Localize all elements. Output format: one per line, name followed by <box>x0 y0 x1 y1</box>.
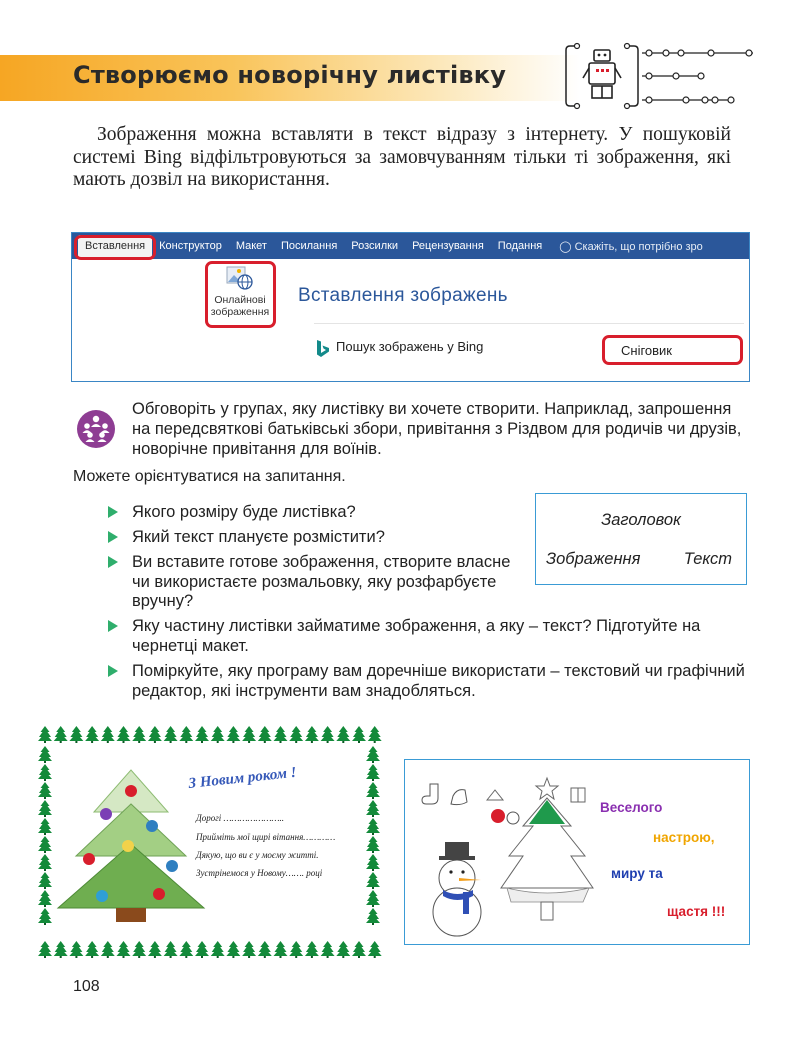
new-year-card-2 <box>404 759 750 945</box>
list-item: Яку частину листівки займатиме зображення, а яку – текст? Підготуйте на чернетці макет. <box>108 617 718 656</box>
layout-text-label: Текст <box>683 550 732 568</box>
bullet-arrow-icon <box>108 556 118 568</box>
bing-icon <box>316 339 330 359</box>
tab-layout[interactable]: Макет <box>235 240 267 252</box>
page-title: Створюємо новорічну листівку <box>73 61 507 89</box>
list-item: Якого розміру буде листівка? <box>108 503 508 523</box>
tell-me-box[interactable] <box>549 240 703 253</box>
tab-mailings[interactable]: Розсилки <box>351 240 399 252</box>
tab-view[interactable]: Подання <box>497 240 543 252</box>
tab-insert[interactable]: Вставлення <box>78 235 152 257</box>
dialog-divider <box>314 323 744 324</box>
bullet-arrow-icon <box>108 665 118 677</box>
online-pictures-label-1: Онлайнові <box>214 294 266 306</box>
layout-title-label: Заголовок <box>601 511 681 529</box>
card1-line: Дякую, що ви є у моєму житті. <box>196 850 319 860</box>
bing-search-label: Пошук зображень у Bing <box>336 339 484 354</box>
card1-line: Дорогі ………………….. <box>196 813 285 823</box>
page-number: 108 <box>73 978 100 995</box>
card1-line: Прийміть мої щирі вітання………… <box>196 832 336 842</box>
tab-references[interactable]: Посилання <box>280 240 338 252</box>
ribbon-tab-bar <box>72 233 749 259</box>
group-work-icon <box>76 409 116 449</box>
word-ribbon-screenshot <box>71 232 750 382</box>
list-item: Поміркуйте, яку програму вам доречніше використати – текстовий чи графічний редактор, які інструменти вам знадобляться. <box>108 662 748 701</box>
layout-image-label: Зображення <box>546 550 641 568</box>
insert-tab-highlight <box>74 235 156 260</box>
card1-greeting: З Новим роком ! <box>187 764 298 792</box>
online-pictures-highlight <box>205 261 276 328</box>
bullet-arrow-icon <box>108 531 118 543</box>
card2-word: Веселого <box>600 800 663 815</box>
list-item: Ви вставите готове зображення, створите власне чи використаєте розмальовку, яку розфарбуєте вручну? <box>108 553 516 612</box>
card2-word: миру та <box>611 866 663 881</box>
robot-icon <box>563 40 758 112</box>
list-item: Який текст плануєте розмістити? <box>108 528 508 548</box>
insert-pictures-title: Вставлення зображень <box>298 285 508 306</box>
bullet-arrow-icon <box>108 620 118 632</box>
tell-me-text: Скажіть, що потрібно зро <box>574 240 703 253</box>
card1-line: Зустрінемося у Новому……. році <box>196 868 323 878</box>
bing-search-input[interactable]: Сніговик <box>602 335 743 365</box>
new-year-card-1 <box>36 724 382 960</box>
intro-paragraph: Зображення можна вставляти в текст відразу з інтернету. У пошуковій системі Bing відфільтровуються за замовчуванням тільки ті зображення, які мають дозвіл на використання. <box>73 124 731 190</box>
lightbulb-icon: ◯ <box>559 240 572 253</box>
orientation-text: Можете орієнтуватися на запитання. <box>73 468 346 485</box>
card2-word: настрою, <box>653 830 715 845</box>
card2-word: щастя !!! <box>667 904 726 919</box>
discussion-text: Обговоріть у групах, яку листівку ви хочете створити. Наприклад, запрошення на передсвяткові батьківські збори, привітання з Різдвом для родичів чи друзів, новорічне привітання для воїнів. <box>132 400 742 458</box>
tab-review[interactable]: Рецензування <box>412 240 484 252</box>
online-pictures-label-2: зображення <box>210 306 270 318</box>
card-layout-sketch <box>535 493 747 585</box>
tab-design[interactable]: Конструктор <box>159 240 222 252</box>
bullet-arrow-icon <box>108 506 118 518</box>
